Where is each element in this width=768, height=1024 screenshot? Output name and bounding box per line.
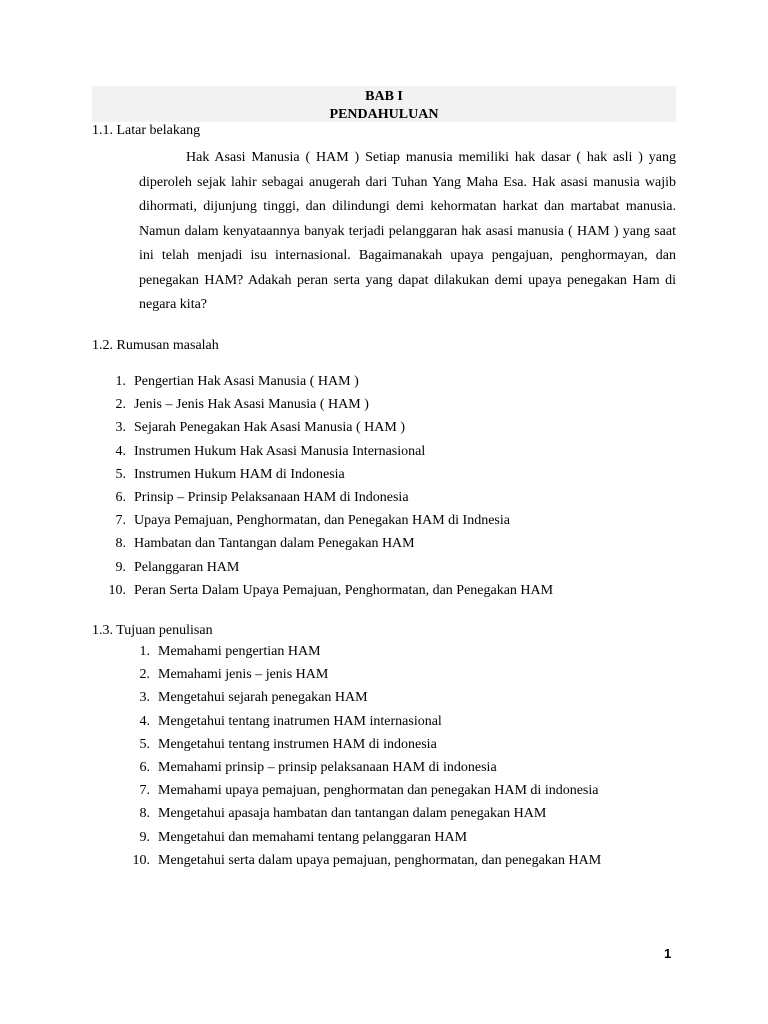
heading-tujuan-penulisan: 1.3. Tujuan penulisan bbox=[92, 623, 213, 638]
heading-latar-belakang: 1.1. Latar belakang bbox=[92, 123, 201, 138]
tujuan-penulisan-list bbox=[132, 643, 602, 875]
list-item-number: 3. bbox=[115, 420, 126, 436]
list-item bbox=[115, 559, 553, 582]
list-item-number: 9. bbox=[139, 829, 150, 845]
heading-rumusan-masalah: 1.2. Rumusan masalah bbox=[92, 338, 219, 353]
list-item-text: Hambatan dan Tantangan dalam Penegakan HAM bbox=[134, 536, 415, 552]
list-item-text: Memahami upaya pemajuan, penghormatan dan penegakan HAM di indonesia bbox=[158, 783, 599, 799]
list-item-text: Mengetahui dan memahami tentang pelanggaran HAM bbox=[158, 829, 468, 845]
list-item-text: Memahami prinsip – prinsip pelaksanaan HAM di indonesia bbox=[158, 759, 497, 775]
list-item-number: 7. bbox=[115, 513, 126, 529]
list-item bbox=[115, 396, 553, 419]
list-item-text: Upaya Pemajuan, Penghormatan, dan Penegakan HAM di Indnesia bbox=[134, 513, 510, 529]
list-item bbox=[139, 782, 601, 805]
list-item-number: 8. bbox=[139, 806, 150, 822]
list-item bbox=[132, 852, 602, 875]
list-item-text: Memahami jenis – jenis HAM bbox=[158, 667, 329, 683]
list-item-number: 9. bbox=[115, 559, 126, 575]
list-item-number: 3. bbox=[139, 690, 150, 706]
list-item-text: Instrumen Hukum Hak Asasi Manusia Internasional bbox=[134, 443, 426, 459]
list-item-text: Pengertian Hak Asasi Manusia ( HAM ) bbox=[134, 374, 359, 389]
list-item bbox=[139, 713, 601, 736]
list-item-number: 7. bbox=[139, 783, 150, 799]
chapter-title: PENDAHULUAN bbox=[329, 107, 439, 122]
list-item-text: Mengetahui tentang inatrumen HAM internasional bbox=[158, 713, 442, 729]
list-item-text: Mengetahui sejarah penegakan HAM bbox=[158, 690, 368, 706]
list-item-number: 4. bbox=[115, 443, 126, 459]
list-item-text: Memahami pengertian HAM bbox=[158, 644, 321, 659]
list-item bbox=[115, 373, 553, 396]
list-item bbox=[115, 419, 553, 442]
page-number: 1 bbox=[664, 946, 672, 961]
list-item-text: Mengetahui tentang instrumen HAM di indonesia bbox=[158, 736, 437, 752]
list-item-text: Sejarah Penegakan Hak Asasi Manusia ( HAM ) bbox=[134, 420, 405, 436]
list-item-text: Jenis – Jenis Hak Asasi Manusia ( HAM ) bbox=[134, 397, 369, 413]
list-item-text: Pelanggaran HAM bbox=[134, 559, 240, 575]
list-item-text: Instrumen Hukum HAM di Indonesia bbox=[134, 466, 345, 482]
latar-belakang-paragraph bbox=[139, 146, 676, 318]
list-item bbox=[115, 489, 553, 512]
list-item-number: 2. bbox=[115, 397, 126, 413]
list-item-number: 8. bbox=[115, 536, 126, 552]
list-item bbox=[115, 535, 553, 558]
list-item bbox=[139, 666, 601, 689]
list-item-number: 5. bbox=[139, 736, 150, 752]
list-item-number: 2. bbox=[139, 667, 150, 683]
list-item-number: 5. bbox=[115, 466, 126, 482]
list-item bbox=[139, 736, 601, 759]
list-item bbox=[139, 805, 601, 828]
list-item bbox=[115, 443, 553, 466]
list-item bbox=[139, 689, 601, 712]
list-item bbox=[139, 643, 601, 666]
list-item-number: 4. bbox=[139, 713, 150, 729]
list-item-text: Prinsip – Prinsip Pelaksanaan HAM di Indonesia bbox=[134, 489, 409, 505]
list-item bbox=[139, 759, 601, 782]
list-item-number: 1. bbox=[139, 644, 150, 659]
list-item bbox=[108, 582, 554, 605]
rumusan-masalah-list bbox=[108, 373, 554, 605]
list-item-text: Peran Serta Dalam Upaya Pemajuan, Penghormatan, dan Penegakan HAM bbox=[134, 582, 554, 598]
list-item-number: 6. bbox=[115, 489, 126, 505]
list-item bbox=[115, 466, 553, 489]
list-item-number: 10. bbox=[132, 852, 150, 868]
list-item-text: Mengetahui serta dalam upaya pemajuan, penghormatan, dan penegakan HAM bbox=[158, 852, 602, 868]
list-item-number: 6. bbox=[139, 759, 150, 775]
list-item-number: 10. bbox=[108, 582, 126, 598]
chapter-number: BAB I bbox=[365, 89, 403, 104]
list-item bbox=[139, 829, 601, 852]
latar-belakang-text: Hak Asasi Manusia ( HAM ) Setiap manusia memiliki hak dasar ( hak asli ) yang diperoleh sejak lahir sebagai anugerah dari Tuhan Yang Maha Esa. Hak asasi manusia wajib dihormati, dijunjung tinggi, dan dilindungi demi kehormatan harkat dan martabat manusia. Namun dalam kenyataannya banyak terjadi pelanggaran hak asasi manusia ( HAM ) yang saat ini telah menjadi isu internasional. Bagaimanakah upaya pengajuan, penghormayan, dan penegakan HAM? Adakah peran serta yang dapat dilakukan demi upaya penegakan Ham di negara kita? bbox=[139, 150, 676, 312]
list-item-number: 1. bbox=[115, 374, 126, 389]
list-item-text: Mengetahui apasaja hambatan dan tantangan dalam penegakan HAM bbox=[158, 806, 547, 822]
list-item bbox=[115, 512, 553, 535]
